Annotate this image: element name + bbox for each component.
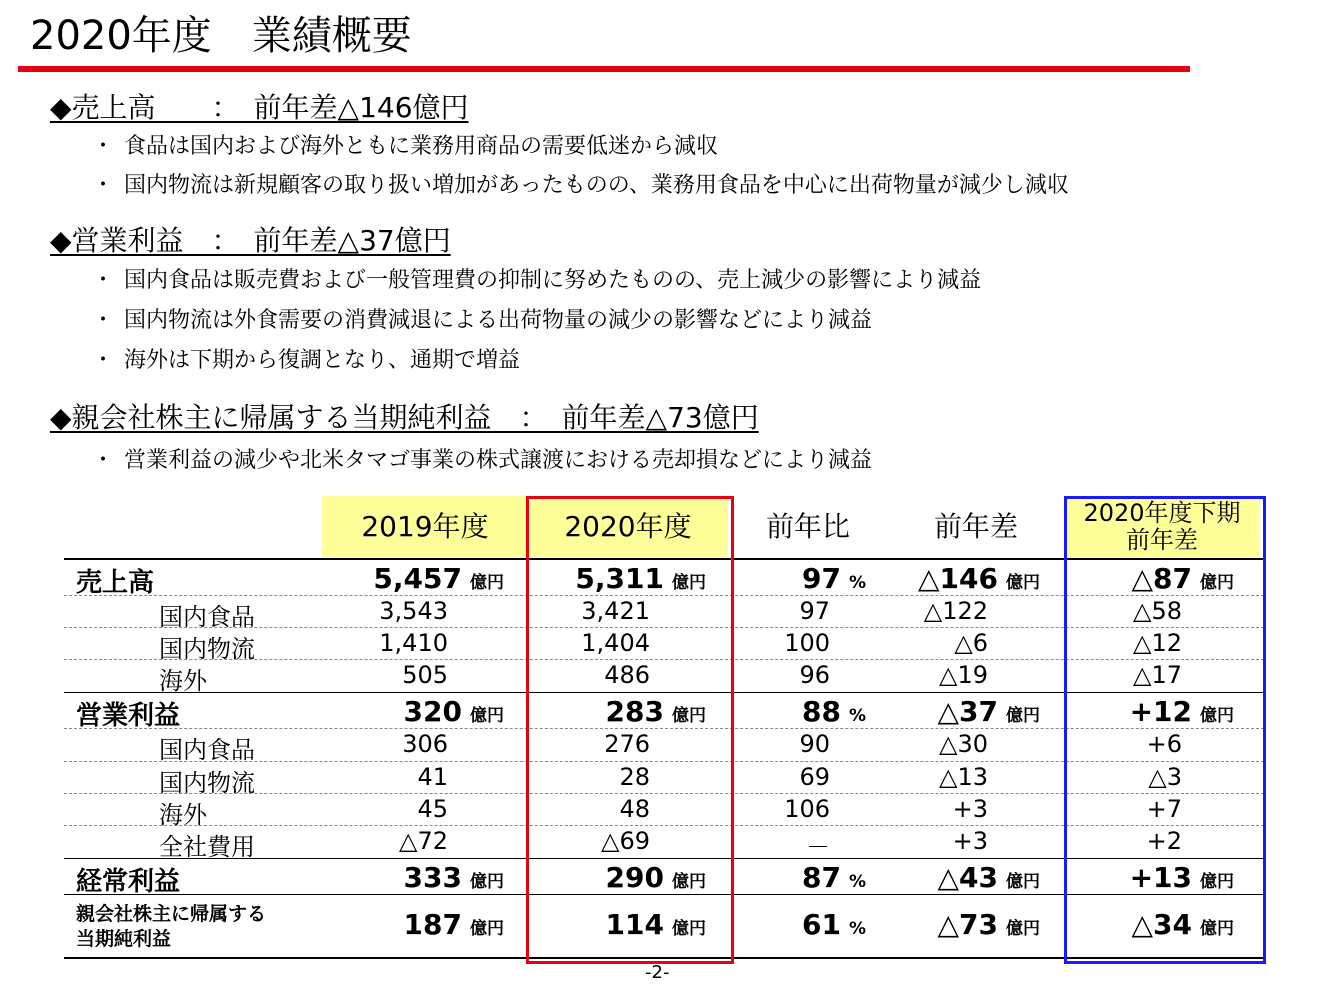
header-h2-line1: 2020年度下期 <box>1083 499 1241 527</box>
row-label: 全社費用 <box>159 833 255 861</box>
cell-h2: △17 <box>1133 661 1182 689</box>
cell-h2: △3 <box>1148 763 1182 791</box>
cell-2020: 5,311 億円 <box>575 562 706 595</box>
cell-diff: △146 億円 <box>918 562 1040 595</box>
cell-2019: 5,457 億円 <box>373 562 504 595</box>
row-label <box>76 902 266 952</box>
header-2020: 2020年度 <box>564 510 692 543</box>
row-label: 国内食品 <box>159 736 255 764</box>
cell-2019: 333 億円 <box>403 861 504 894</box>
operating-profit-heading: ◆営業利益 ： 前年差△37億円 <box>50 224 451 257</box>
sales-bullet-1: ・ 食品は国内および海外ともに業務用商品の需要低迷から減収 <box>92 134 719 159</box>
cell-2020: 3,421 <box>581 597 650 625</box>
sales-heading: ◆売上高 ： 前年差△146億円 <box>50 91 469 124</box>
cell-diff: +3 <box>952 795 988 823</box>
cell-2020: 290 億円 <box>605 861 706 894</box>
cell-2020: △69 <box>601 827 650 855</box>
row-label: 国内物流 <box>159 635 255 663</box>
row-label-line2: 当期純利益 <box>76 928 172 950</box>
cell-2019: 187 億円 <box>403 908 504 941</box>
cell-h2: △87 億円 <box>1131 562 1234 595</box>
row-label-line1: 親会社株主に帰属する <box>76 903 267 925</box>
cell-ratio: 106 <box>784 795 830 823</box>
row-label: 国内食品 <box>159 603 255 631</box>
cell-2019: 41 <box>417 763 448 791</box>
cell-diff: △30 <box>939 730 988 758</box>
row-label: 海外 <box>159 667 207 695</box>
net-bullet-1: ・ 営業利益の減少や北米タマゴ事業の株式譲渡における売却損などにより減益 <box>92 448 873 473</box>
cell-h2: +6 <box>1146 730 1182 758</box>
net-income-heading: ◆親会社株主に帰属する当期純利益 ： 前年差△73億円 <box>50 401 759 434</box>
cell-ratio: 87 % <box>801 861 866 894</box>
cell-ratio: 97 % <box>801 562 866 595</box>
cell-2019: 1,410 <box>379 629 448 657</box>
cell-2019: 3,543 <box>379 597 448 625</box>
cell-diff: △6 <box>954 629 988 657</box>
row-label: 営業利益 <box>76 701 181 731</box>
cell-ratio: 97 <box>799 597 830 625</box>
cell-h2: △58 <box>1133 597 1182 625</box>
cell-h2: +2 <box>1146 827 1182 855</box>
cell-2019: 320 億円 <box>403 695 504 728</box>
cell-2019: 306 <box>402 730 448 758</box>
op-bullet-1: ・ 国内食品は販売費および一般管理費の抑制に努めたものの、売上減少の影響により減益 <box>92 268 982 293</box>
cell-diff: △37 億円 <box>937 695 1040 728</box>
cell-2020: 28 <box>619 763 650 791</box>
row-label: 売上高 <box>76 568 155 598</box>
cell-diff: △122 <box>923 597 988 625</box>
page-title: 2020年度 業績概要 <box>30 13 412 59</box>
cell-diff: △43 億円 <box>937 861 1040 894</box>
cell-2019: 505 <box>402 661 448 689</box>
row-label: 海外 <box>159 801 207 829</box>
cell-ratio: 90 <box>799 730 830 758</box>
page-number: -2- <box>645 962 670 983</box>
header-yoy-ratio: 前年比 <box>765 510 850 543</box>
cell-2020: 114 億円 <box>605 908 706 941</box>
op-bullet-3: ・ 海外は下期から復調となり、通期で増益 <box>92 348 521 373</box>
cell-2020: 486 <box>604 661 650 689</box>
cell-ratio: 69 <box>799 763 830 791</box>
cell-h2: +7 <box>1146 795 1182 823</box>
header-yoy-diff: 前年差 <box>933 510 1018 543</box>
cell-2020: 283 億円 <box>605 695 706 728</box>
cell-h2: +12 億円 <box>1129 695 1234 728</box>
cell-ratio: 88 % <box>801 695 866 728</box>
cell-diff: △13 <box>939 763 988 791</box>
cell-h2: +13 億円 <box>1129 861 1234 894</box>
highlight-box-2020 <box>526 496 734 964</box>
cell-h2: △12 <box>1133 629 1182 657</box>
cell-2020: 48 <box>619 795 650 823</box>
header-2019: 2019年度 <box>361 510 489 543</box>
cell-diff: △73 億円 <box>937 908 1040 941</box>
cell-2020: 1,404 <box>581 629 650 657</box>
highlight-box-h2 <box>1064 496 1266 964</box>
cell-ratio: 100 <box>784 629 830 657</box>
row-label: 経常利益 <box>76 867 181 897</box>
cell-ratio: 96 <box>799 661 830 689</box>
cell-diff: +3 <box>952 827 988 855</box>
sales-bullet-2: ・ 国内物流は新規顧客の取り扱い増加があったものの、業務用食品を中心に出荷物量が減少し減収 <box>92 173 1069 198</box>
cell-ratio: 61 % <box>801 908 866 941</box>
cell-h2: △34 億円 <box>1131 908 1234 941</box>
title-underline-bar <box>18 66 1190 72</box>
cell-2020: 276 <box>604 730 650 758</box>
cell-2019: △72 <box>399 827 448 855</box>
cell-ratio: － <box>806 833 830 861</box>
cell-diff: △19 <box>939 661 988 689</box>
header-h2-line2: 前年差 <box>1126 526 1198 554</box>
cell-2019: 45 <box>417 795 448 823</box>
op-bullet-2: ・ 国内物流は外食需要の消費減退による出荷物量の減少の影響などにより減益 <box>92 308 873 333</box>
row-label: 国内物流 <box>159 769 255 797</box>
